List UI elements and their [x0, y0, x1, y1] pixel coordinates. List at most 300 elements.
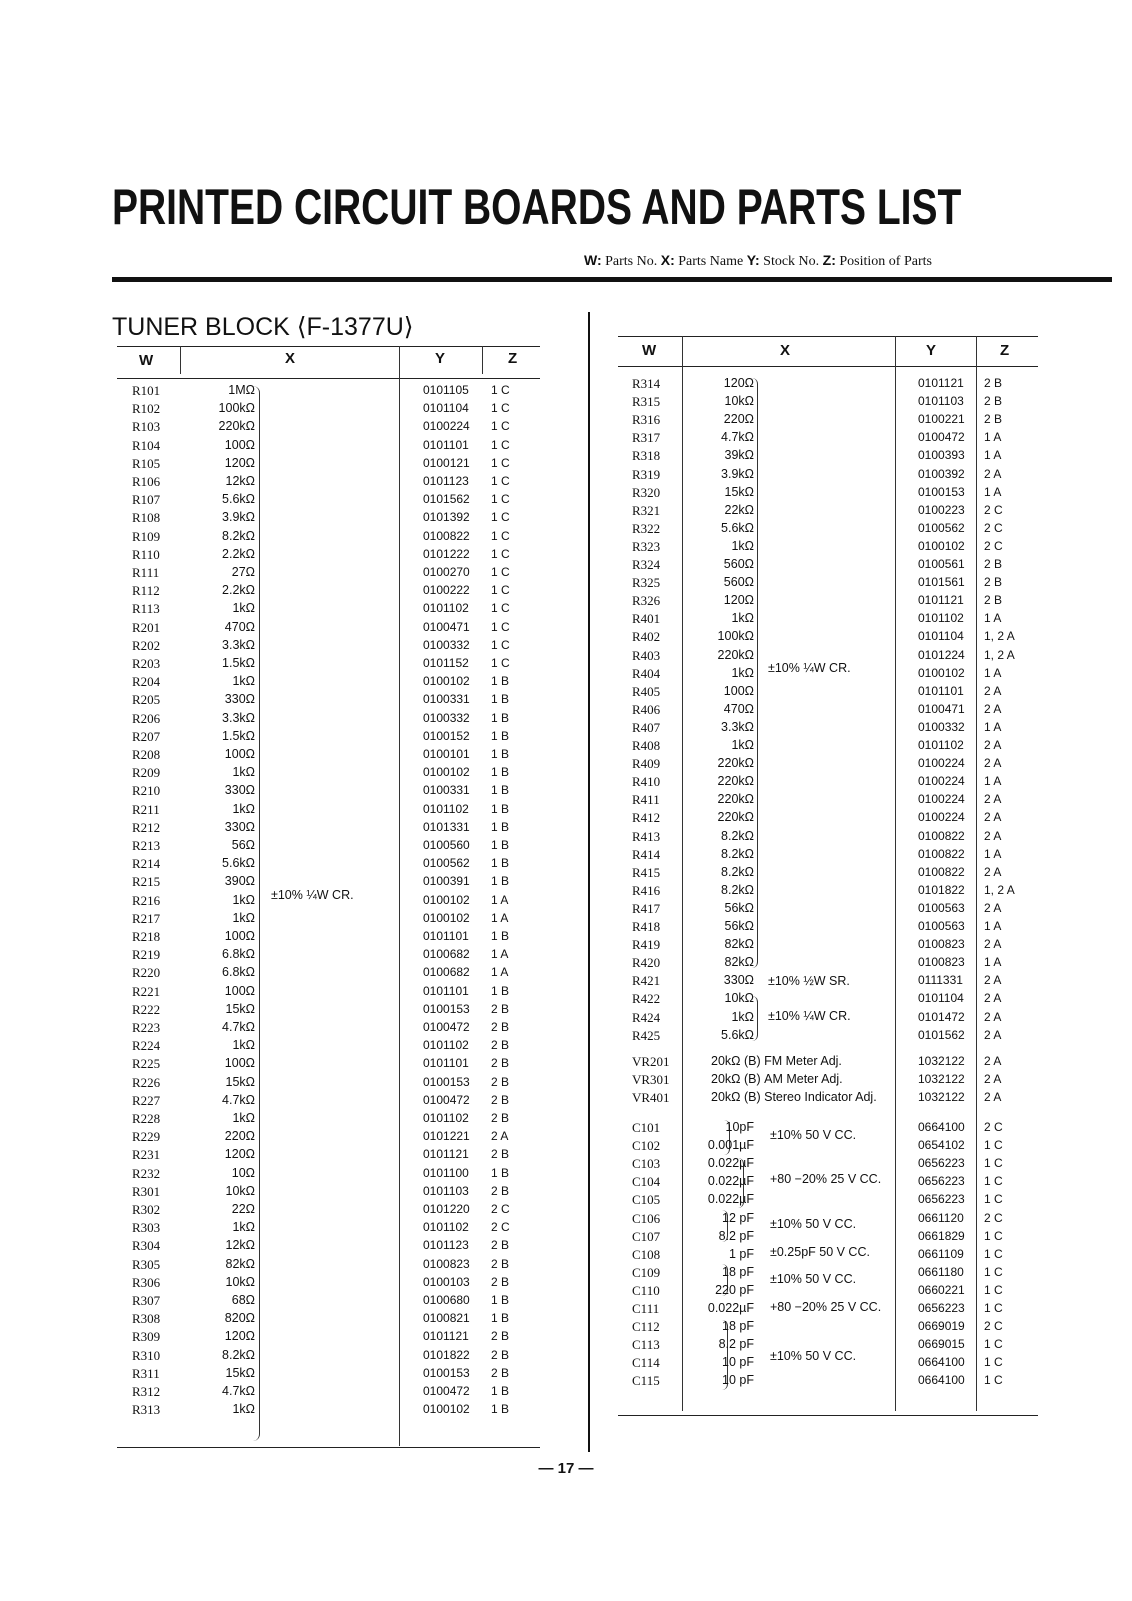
cell-z: 1 C: [491, 637, 510, 652]
cell-w: C110: [632, 1282, 660, 1298]
cell-z: 1 B: [491, 874, 510, 889]
table-row: [117, 747, 540, 765]
cell-y: 0100102: [918, 665, 965, 680]
cell-w: R308: [132, 1311, 161, 1327]
cell-y: 0100153: [423, 1074, 470, 1089]
table-row: [117, 1147, 540, 1165]
table-row: [618, 1337, 1038, 1355]
cell-z: 2 B: [491, 1274, 510, 1289]
cell-z: 2 A: [984, 738, 1002, 752]
cell-y: 0101562: [423, 492, 470, 507]
cell-w: R204: [132, 674, 161, 690]
table-row: [618, 485, 1038, 503]
cell-x: 220kΩ: [717, 756, 754, 771]
cell-x: 1kΩ: [232, 1038, 255, 1053]
cell-w: R113: [132, 601, 160, 617]
cell-x: 220kΩ: [717, 774, 754, 789]
cell-z: 1 C: [491, 455, 510, 470]
cell-w: R101: [132, 383, 161, 398]
cell-x: 10kΩ: [225, 1183, 255, 1198]
cell-z: 2 A: [984, 756, 1002, 771]
cell-z: 1 C: [491, 492, 510, 507]
cell-z: 1 B: [491, 692, 510, 707]
cell-y: 0101392: [423, 510, 470, 525]
table-row: [618, 955, 1038, 973]
header-rule: [112, 277, 1112, 282]
table-row: [618, 611, 1038, 629]
cell-x: 18 pF: [722, 1319, 754, 1334]
table-row: [117, 984, 540, 1002]
cell-z: 1 C: [491, 401, 510, 416]
spec-note: ±10% 50 V CC.: [770, 1349, 857, 1363]
cell-y: 0100102: [423, 1402, 470, 1417]
cell-x: 6.8kΩ: [222, 965, 255, 980]
table-row: [117, 1329, 540, 1347]
cell-w: R416: [632, 882, 661, 898]
cell-y: 0100391: [423, 874, 470, 889]
cell-w: R312: [132, 1384, 161, 1399]
table-row: [117, 765, 540, 783]
table-row: [117, 638, 540, 656]
cell-z: 1 C: [984, 1264, 1003, 1279]
cell-y: 0100121: [423, 455, 470, 470]
cell-z: 1 A: [984, 719, 1002, 734]
parts-table-right: [618, 336, 1038, 1416]
cell-z: 2 A: [984, 864, 1002, 879]
legend-y-key: Y:: [746, 252, 760, 268]
cell-w: R307: [132, 1293, 161, 1308]
table-row: [618, 1211, 1038, 1229]
cell-x: 220kΩ: [218, 419, 255, 434]
table-row: [117, 1111, 540, 1129]
cell-x: 120Ω: [224, 1147, 255, 1162]
cell-x: 1kΩ: [731, 665, 754, 680]
table-row: [618, 394, 1038, 412]
cell-w: R424: [632, 1009, 661, 1025]
cell-x: 1kΩ: [731, 1009, 754, 1024]
cell-w: R317: [632, 430, 661, 446]
cell-z: 2 A: [984, 1009, 1002, 1024]
cell-w: R304: [132, 1238, 161, 1254]
cell-x: 8.2 pF: [718, 1337, 754, 1352]
table-row: [117, 401, 540, 419]
cell-x: 1kΩ: [232, 674, 255, 689]
cell-y: 0101101: [423, 1056, 469, 1071]
column-legend: [584, 252, 932, 270]
cell-z: 1 C: [984, 1373, 1003, 1388]
page-title: PRINTED CIRCUIT BOARDS AND PARTS LIST: [112, 179, 962, 235]
cell-x: 1MΩ: [228, 383, 255, 397]
cell-y: 0101121: [918, 376, 964, 390]
cell-y: 0101123: [423, 474, 469, 488]
cell-w: R303: [132, 1220, 161, 1236]
cell-x: 2.2kΩ: [222, 546, 255, 561]
table-row: [117, 1257, 540, 1275]
cell-x: 18 pF: [722, 1264, 754, 1279]
cell-w: R311: [132, 1365, 160, 1381]
page-number: — 17 —: [538, 1460, 594, 1477]
cell-z: 2 B: [491, 1001, 510, 1016]
cell-z: 1 B: [491, 747, 510, 761]
cell-x: 560Ω: [723, 575, 754, 590]
cell-y: 0100393: [918, 448, 965, 463]
cell-x: 0.022µF: [707, 1301, 754, 1315]
cell-z: 1 C: [984, 1301, 1003, 1315]
cell-x: 120Ω: [723, 376, 754, 390]
cell-z: 1 B: [491, 819, 510, 834]
table-row: [618, 1120, 1038, 1138]
cell-w: R214: [132, 856, 161, 872]
cell-z: 1 A: [984, 919, 1002, 933]
cell-x: 39kΩ: [724, 448, 754, 463]
cell-z: 2 B: [984, 376, 1003, 390]
cell-y: 0656223: [918, 1301, 965, 1315]
cell-z: 2 A: [984, 1027, 1002, 1042]
cell-w: R231: [132, 1147, 161, 1163]
cell-x: 1kΩ: [731, 738, 754, 752]
cell-z: 2 A: [984, 991, 1002, 1006]
cell-z: 2 C: [984, 538, 1003, 553]
table-row: [618, 412, 1038, 430]
cell-w: R221: [132, 983, 161, 999]
cell-w: R414: [632, 846, 661, 862]
table-row: [618, 883, 1038, 901]
table-row: [618, 1054, 1038, 1072]
cell-w: C111: [632, 1301, 660, 1316]
cell-y: 0101101: [423, 983, 469, 998]
cell-z: 1 A: [984, 846, 1002, 861]
cell-x: 3.9kΩ: [721, 466, 754, 481]
cell-w: R102: [132, 401, 161, 417]
spec-note: ±10% ¼W CR.: [768, 1009, 851, 1023]
cell-x: 1kΩ: [731, 538, 754, 553]
cell-w: R223: [132, 1020, 161, 1035]
cell-y: 1032122: [918, 1089, 965, 1104]
cell-z: 2 B: [491, 1365, 510, 1380]
cell-z: 2 A: [984, 937, 1002, 952]
cell-y: 0656223: [918, 1192, 965, 1207]
cell-z: 1 C: [491, 583, 510, 598]
cell-y: 0100561: [918, 557, 965, 571]
cell-z: 1 C: [984, 1138, 1003, 1153]
cell-w: R105: [132, 455, 161, 471]
cell-x: 100Ω: [723, 683, 754, 698]
cell-z: 1 B: [491, 838, 510, 852]
table-row: [117, 929, 540, 947]
spec-note: ±10% 50 V CC.: [770, 1272, 857, 1286]
table-row: [618, 829, 1038, 847]
cell-x: 82kΩ: [724, 937, 754, 952]
table-row: [117, 1093, 540, 1111]
cell-z: 2 C: [984, 502, 1003, 517]
cell-w: R425: [632, 1027, 661, 1043]
cell-y: 0100222: [423, 583, 470, 598]
cell-x: 20kΩ (B) Stereo Indicator Adj.: [711, 1089, 877, 1104]
cell-z: 1 A: [984, 665, 1002, 680]
cell-z: 2 B: [491, 1038, 510, 1053]
cell-y: 0100332: [918, 719, 965, 734]
table-row: [117, 1020, 540, 1038]
table-row: [117, 547, 540, 565]
cell-y: 0100270: [423, 565, 470, 579]
cell-w: C108: [632, 1246, 661, 1262]
cell-y: 0100680: [423, 1293, 470, 1307]
table-row: [117, 1202, 540, 1220]
cell-y: 0101102: [918, 738, 964, 752]
table-row: [618, 467, 1038, 485]
cell-x: 15kΩ: [724, 484, 754, 499]
cell-w: R112: [132, 583, 160, 599]
cell-z: 2 C: [491, 1220, 510, 1235]
cell-z: 2 B: [491, 1147, 510, 1162]
legend-w-value: Parts No.: [605, 254, 658, 269]
cell-w: R325: [632, 575, 661, 591]
table-row: [618, 593, 1038, 611]
cell-x: 15kΩ: [225, 1365, 255, 1380]
cell-z: 1 A: [984, 611, 1002, 626]
cell-x: 4.7kΩ: [222, 1384, 255, 1398]
cell-z: 1 C: [984, 1282, 1003, 1297]
cell-z: 2 A: [491, 1129, 509, 1144]
cell-y: 0100332: [423, 637, 470, 652]
cell-y: 0101102: [423, 601, 469, 616]
spec-note: ±10% ¼W CR.: [768, 661, 851, 675]
legend-z-value: Position of Parts: [839, 254, 932, 269]
cell-y: 0101561: [918, 575, 965, 590]
cell-w: R309: [132, 1329, 161, 1345]
column-divider: [588, 312, 590, 1452]
cell-y: 0100682: [423, 965, 470, 980]
cell-w: R201: [132, 619, 161, 635]
table-row: [618, 756, 1038, 774]
table-row: [618, 521, 1038, 539]
cell-y: 0100331: [423, 783, 470, 798]
cell-w: R421: [632, 973, 661, 989]
cell-x: 8.2kΩ: [721, 846, 754, 861]
cell-x: 20kΩ (B) FM Meter Adj.: [711, 1053, 842, 1068]
cell-w: R108: [132, 510, 161, 526]
table-row: [117, 692, 540, 710]
cell-z: 1 B: [491, 856, 510, 871]
spec-note: ±10% 50 V CC.: [770, 1217, 857, 1231]
cell-y: 0100472: [918, 430, 965, 445]
cell-w: R323: [632, 538, 661, 554]
table-row: [117, 1075, 540, 1093]
cell-x: 8.2kΩ: [721, 828, 754, 843]
cell-x: 22kΩ: [724, 502, 754, 517]
cell-w: C104: [632, 1174, 661, 1190]
cell-x: 220 pF: [715, 1282, 754, 1297]
header-z: Z: [508, 350, 518, 367]
cell-x: 5.6kΩ: [222, 492, 255, 507]
cell-x: 330Ω: [723, 973, 754, 988]
cell-y: 0101331: [423, 819, 470, 834]
cell-z: 2 B: [984, 557, 1003, 571]
cell-w: C112: [632, 1319, 660, 1335]
table-row: [618, 702, 1038, 720]
cell-w: R324: [632, 557, 661, 572]
cell-w: R305: [132, 1256, 161, 1272]
cell-w: R215: [132, 874, 161, 890]
cell-y: 0669019: [918, 1319, 965, 1334]
cell-y: 0100472: [423, 1384, 470, 1398]
cell-w: R206: [132, 710, 161, 726]
cell-w: R217: [132, 910, 161, 926]
cell-w: VR301: [632, 1071, 670, 1087]
cell-y: 0654102: [918, 1138, 965, 1153]
cell-x: 1kΩ: [232, 1402, 255, 1417]
cell-y: 0100221: [918, 412, 965, 427]
cell-y: 0100224: [918, 756, 965, 771]
cell-y: 0100822: [918, 864, 965, 879]
cell-z: 1 A: [984, 774, 1002, 789]
cell-w: R210: [132, 783, 161, 799]
table-row: [618, 684, 1038, 702]
cell-z: 1 B: [491, 1384, 510, 1398]
cell-z: 1 B: [491, 783, 510, 798]
cell-y: 0100102: [423, 910, 470, 925]
cell-x: 1kΩ: [731, 611, 754, 626]
table-row: [618, 503, 1038, 521]
cell-y: 0100823: [918, 955, 965, 970]
cell-z: 1 A: [491, 947, 509, 962]
cell-x: 20kΩ (B) AM Meter Adj.: [711, 1071, 843, 1086]
cell-x: 1.5kΩ: [222, 728, 255, 743]
cell-y: 0101121: [423, 1329, 469, 1344]
table-row: [117, 965, 540, 983]
table-row: [117, 1002, 540, 1020]
cell-x: 100kΩ: [218, 401, 255, 416]
cell-w: R219: [132, 947, 161, 963]
cell-z: 1 C: [984, 1355, 1003, 1370]
cell-w: R222: [132, 1001, 161, 1017]
cell-z: 2 B: [491, 1347, 510, 1362]
table-row: [117, 893, 540, 911]
cell-y: 0100224: [918, 774, 965, 789]
table-row: [618, 1301, 1038, 1319]
table-row: [117, 783, 540, 801]
cell-y: 0100224: [423, 419, 470, 434]
table-row: [117, 1056, 540, 1074]
table-row: [117, 1366, 540, 1384]
table-row: [618, 1028, 1038, 1046]
cell-x: 10 pF: [722, 1373, 754, 1388]
spec-note: ±10% ½W SR.: [768, 974, 850, 988]
cell-x: 6.8kΩ: [222, 947, 255, 962]
cell-x: 2.2kΩ: [222, 583, 255, 598]
cell-x: 470Ω: [723, 701, 754, 716]
cell-z: 1 B: [491, 1165, 510, 1180]
spec-note: ±0.25pF 50 V CC.: [770, 1245, 870, 1259]
table-row: [618, 865, 1038, 883]
cell-w: C103: [632, 1156, 661, 1172]
cell-w: C106: [632, 1210, 661, 1226]
table-row: [618, 1229, 1038, 1247]
cell-y: 0101121: [423, 1147, 469, 1162]
cell-x: 100Ω: [224, 747, 255, 761]
cell-w: C102: [632, 1138, 661, 1154]
cell-z: 1 C: [491, 419, 510, 434]
cell-y: 0100224: [918, 810, 965, 825]
cell-x: 220Ω: [723, 412, 754, 427]
cell-w: R402: [632, 629, 661, 645]
cell-x: 10Ω: [231, 1165, 255, 1180]
table-row: [618, 738, 1038, 756]
cell-y: 0101102: [423, 801, 469, 816]
cell-w: R220: [132, 965, 161, 981]
cell-y: 0100331: [423, 692, 470, 707]
header-x: X: [780, 342, 791, 359]
cell-y: 0101102: [423, 1038, 469, 1053]
cell-x: 15kΩ: [225, 1001, 255, 1016]
cell-y: 0661120: [918, 1210, 964, 1225]
cell-x: 10kΩ: [225, 1274, 255, 1289]
table-row: [618, 557, 1038, 575]
block-title: TUNER BLOCK ⟨F-1377U⟩: [112, 313, 414, 341]
cell-y: 0664100: [918, 1120, 965, 1134]
cell-y: 0669015: [918, 1337, 965, 1352]
cell-z: 2 A: [984, 792, 1002, 807]
cell-w: VR201: [632, 1053, 670, 1069]
cell-w: R226: [132, 1074, 161, 1090]
cell-x: 10 pF: [722, 1355, 754, 1370]
cell-x: 10pF: [725, 1120, 754, 1134]
cell-x: 4.7kΩ: [222, 1092, 255, 1107]
cell-w: R213: [132, 838, 161, 853]
cell-y: 0101104: [423, 401, 469, 416]
cell-y: 0100332: [423, 710, 470, 725]
cell-y: 0101102: [423, 1111, 469, 1125]
cell-z: 1 B: [491, 728, 510, 743]
cell-x: 330Ω: [224, 692, 255, 707]
table-row: [618, 1156, 1038, 1174]
cell-y: 0100682: [423, 947, 470, 962]
cell-x: 330Ω: [224, 783, 255, 798]
header-y: Y: [435, 350, 446, 367]
cell-z: 2 A: [984, 683, 1002, 698]
table-row: [117, 947, 540, 965]
cell-z: 2 C: [491, 1202, 510, 1216]
cell-z: 1 C: [491, 601, 510, 616]
cell-y: 0100560: [423, 838, 470, 852]
cell-z: 1 A: [984, 484, 1002, 499]
cell-z: 1 B: [491, 1402, 510, 1417]
table-row: [117, 1129, 540, 1147]
cell-y: 0100563: [918, 900, 965, 915]
cell-z: 2 A: [984, 900, 1002, 915]
table-row: [117, 438, 540, 456]
cell-y: 0101224: [918, 647, 965, 662]
cell-x: 3.3kΩ: [222, 710, 255, 725]
cell-w: R106: [132, 474, 161, 489]
cell-z: 1 B: [491, 765, 510, 780]
cell-z: 1, 2 A: [984, 629, 1015, 644]
cell-y: 0100102: [423, 674, 470, 689]
cell-y: 0100101: [423, 747, 470, 761]
cell-z: 1 C: [491, 656, 510, 670]
spec-note: ±10% ¼W CR.: [271, 888, 354, 902]
cell-z: 1 A: [491, 910, 509, 925]
cell-z: 1 A: [984, 430, 1002, 445]
cell-w: R418: [632, 919, 661, 934]
cell-y: 0101101: [423, 929, 469, 943]
table-row: [618, 648, 1038, 666]
cell-z: 2 A: [984, 466, 1002, 481]
cell-w: R415: [632, 864, 661, 880]
table-row: [117, 874, 540, 892]
cell-z: 2 A: [984, 1053, 1002, 1068]
table-row: [618, 1090, 1038, 1108]
